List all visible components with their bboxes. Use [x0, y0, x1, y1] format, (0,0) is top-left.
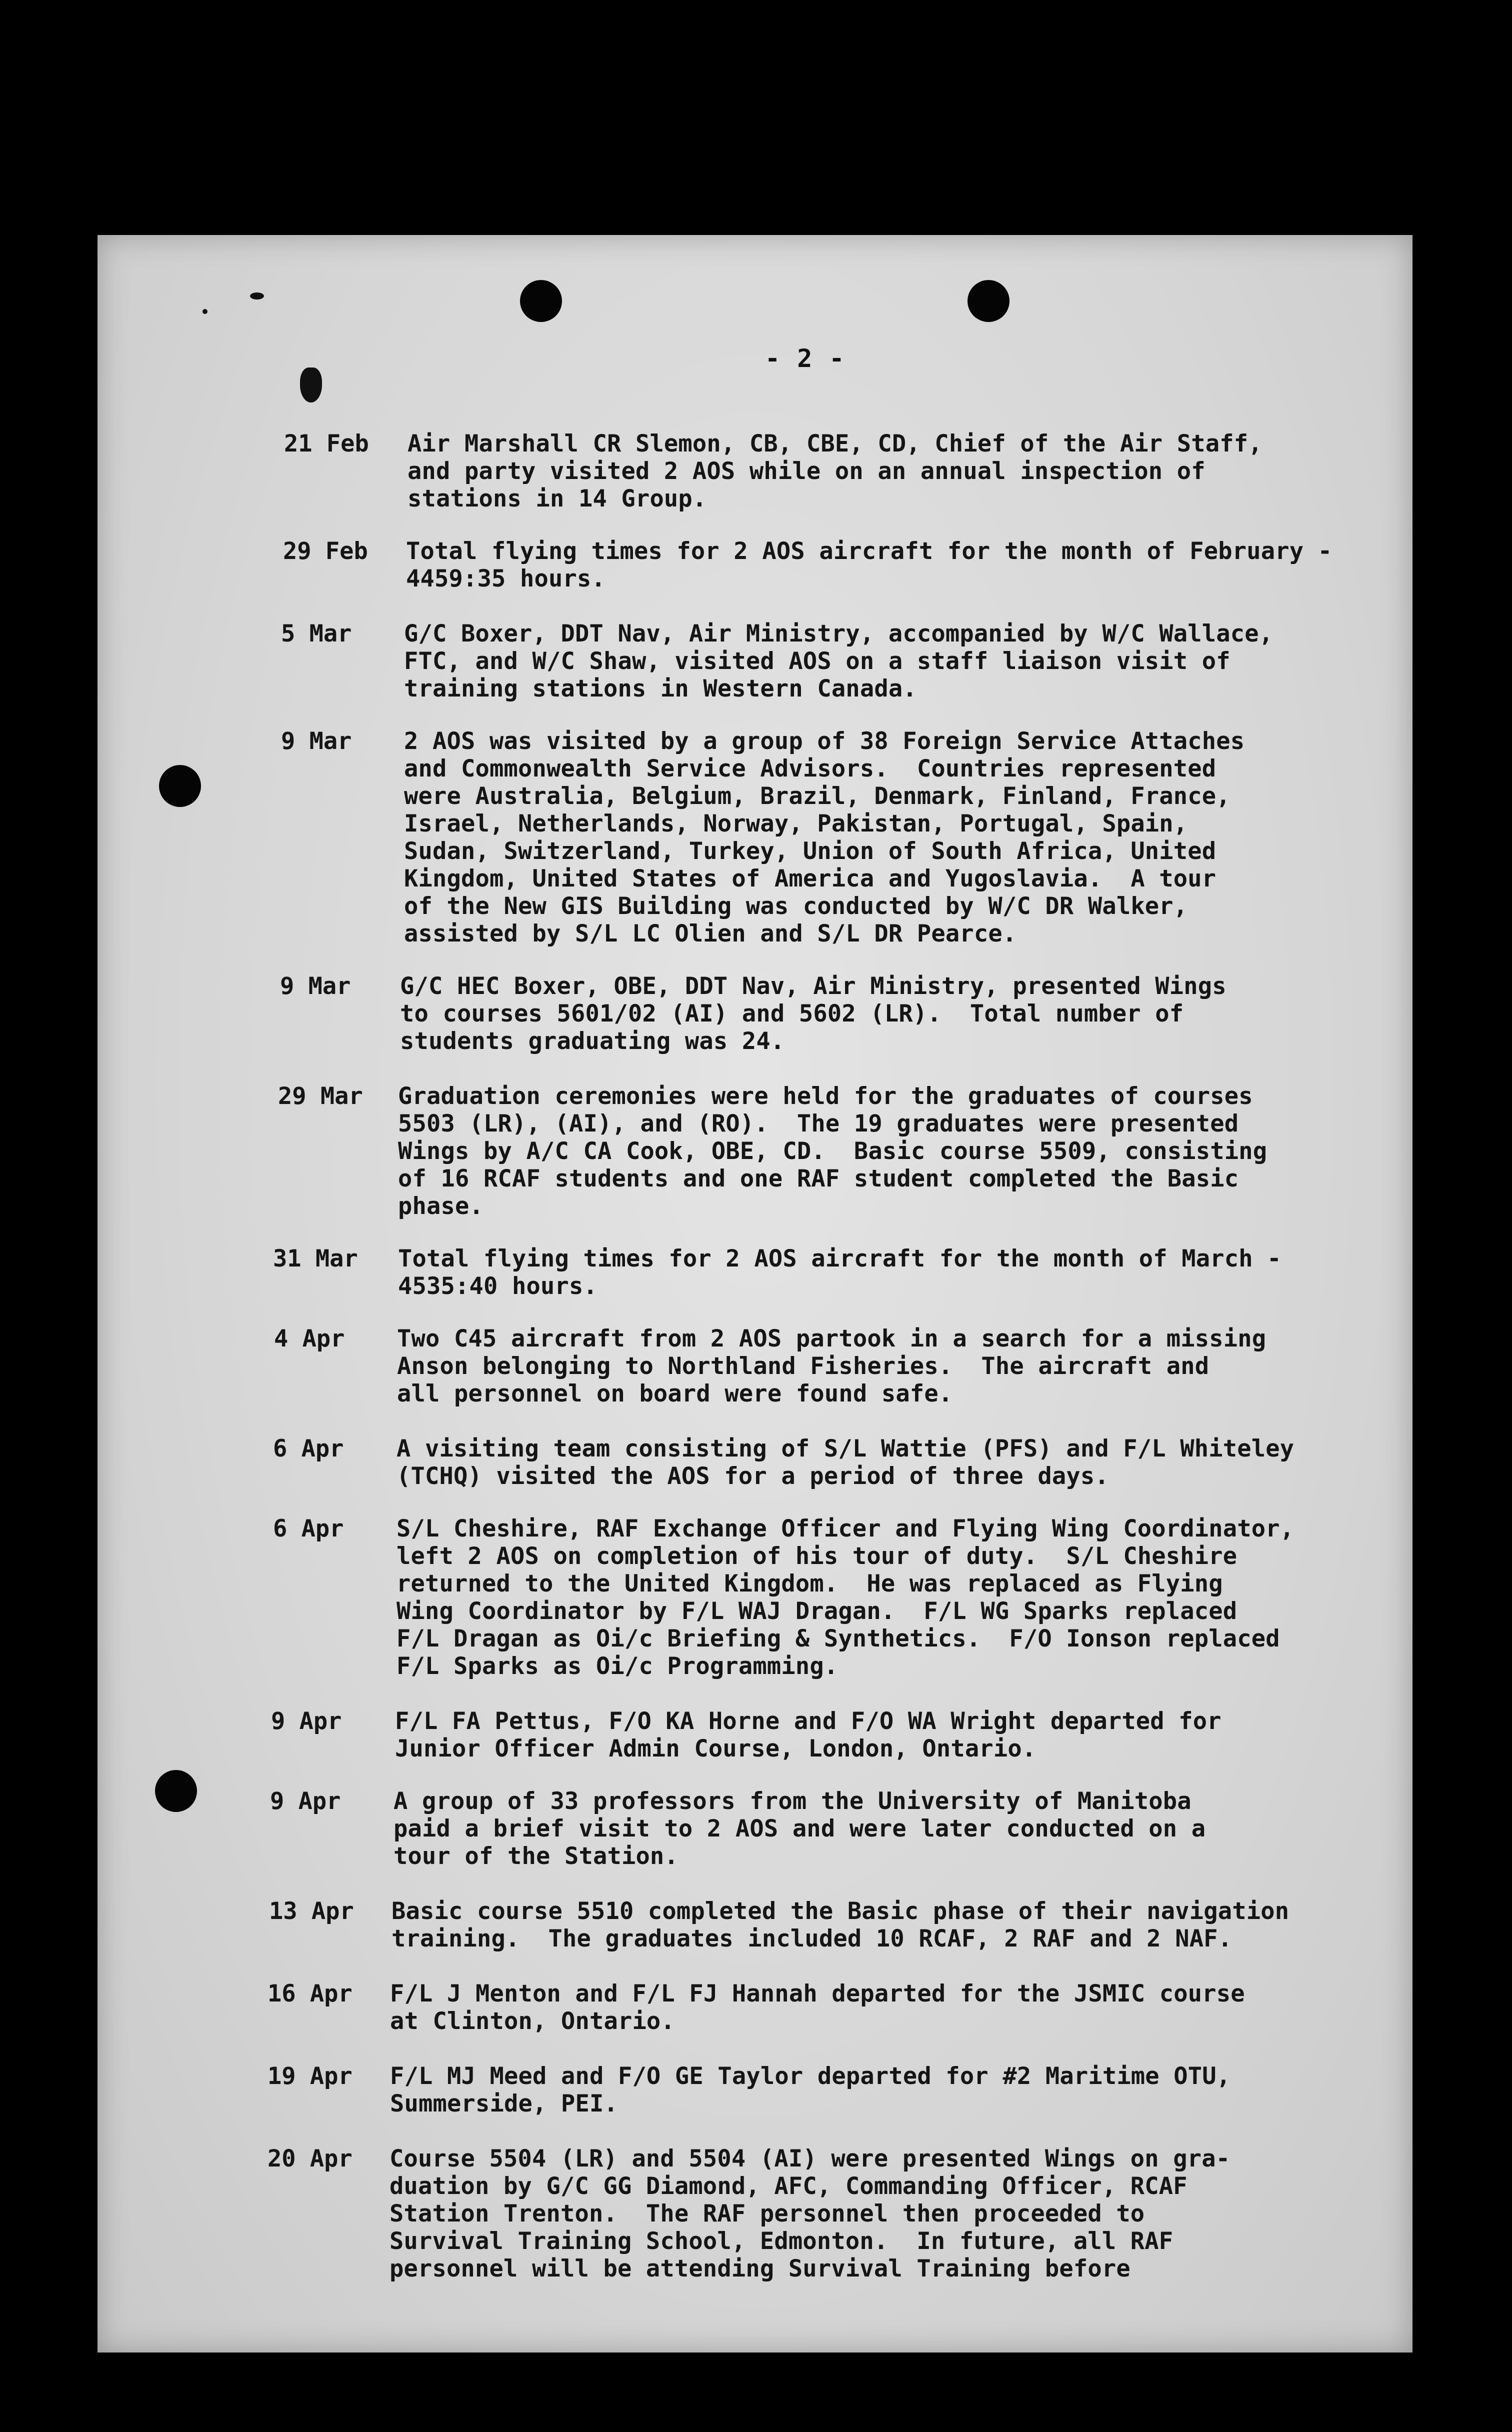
entry-text-line: F/L Dragan as Oi/c Briefing & Synthetics. F/O Ionson replaced [396, 1625, 1280, 1652]
entry-text-line: A group of 33 professors from the University of Manitoba [394, 1788, 1192, 1815]
entry-date: 19 Apr [268, 2062, 352, 2090]
entry-text-line: 2 AOS was visited by a group of 38 Foreign Service Attaches [404, 728, 1245, 755]
entry-text-line: S/L Cheshire, RAF Exchange Officer and Flying Wing Coordinator, [396, 1515, 1294, 1542]
entry-date: 9 Apr [270, 1788, 341, 1815]
entry-text-line: Junior Officer Admin Course, London, Ontario. [395, 1735, 1036, 1762]
entry-text-line: F/L MJ Meed and F/O GE Taylor departed for #2 Maritime OTU, [390, 2062, 1231, 2090]
entry-date: 20 Apr [268, 2145, 352, 2172]
entry-text-line: at Clinton, Ontario. [390, 2008, 675, 2035]
entry-text-line: to courses 5601/02 (AI) and 5602 (LR). Total number of [400, 1000, 1184, 1028]
entry-text-line: students graduating was 24. [400, 1028, 785, 1055]
entry-date: 31 Mar [273, 1245, 358, 1272]
entry-text-line: were Australia, Belgium, Brazil, Denmark, Finland, France, [404, 782, 1230, 810]
entry-text-line: and party visited 2 AOS while on an annual inspection of [408, 458, 1206, 485]
entry-text-line: personnel will be attending Survival Training before [390, 2255, 1130, 2282]
entry-date: 13 Apr [269, 1898, 354, 1925]
entry-text-line: Wing Coordinator by F/L WAJ Dragan. F/L WG Sparks replaced [396, 1598, 1238, 1625]
punch-hole-left-middle [159, 765, 201, 807]
entry-date: 9 Mar [281, 728, 352, 755]
entry-text-line: returned to the United Kingdom. He was replaced as Flying [396, 1570, 1223, 1598]
entry-date: 6 Apr [273, 1515, 344, 1542]
entry-text-line: Israel, Netherlands, Norway, Pakistan, Portugal, Spain, [404, 810, 1188, 838]
entry-text-line: and Commonwealth Service Advisors. Countries represented [404, 755, 1216, 782]
entry-text-line: Wings by A/C CA Cook, OBE, CD. Basic course 5509, consisting [398, 1138, 1268, 1165]
entry-text-line: G/C Boxer, DDT Nav, Air Ministry, accompanied by W/C Wallace, [404, 620, 1274, 648]
entry-text-line: F/L Sparks as Oi/c Programming. [396, 1652, 838, 1680]
entry-text-line: duation by G/C GG Diamond, AFC, Commanding Officer, RCAF [390, 2172, 1188, 2200]
entry-text-line: Sudan, Switzerland, Turkey, Union of South Africa, United [404, 838, 1216, 865]
entry-text-line: 4535:40 hours. [398, 1272, 598, 1300]
ink-mark [250, 292, 264, 300]
entry-date: 29 Feb [283, 538, 368, 565]
entry-text-line: Survival Training School, Edmonton. In future, all RAF [390, 2228, 1174, 2255]
entry-date: 4 Apr [274, 1325, 345, 1352]
entry-text-line: Anson belonging to Northland Fisheries. The aircraft and [397, 1352, 1210, 1380]
entry-text-line: Total flying times for 2 AOS aircraft for the month of February - [406, 538, 1332, 565]
entry-text-line: paid a brief visit to 2 AOS and were later conducted on a [394, 1815, 1206, 1842]
entry-date: 9 Apr [271, 1708, 342, 1735]
entry-text-line: Course 5504 (LR) and 5504 (AI) were presented Wings on gra- [390, 2145, 1230, 2172]
page-number: - 2 - [765, 344, 846, 373]
entry-text-line: stations in 14 Group. [408, 485, 707, 512]
entry-date: 6 Apr [273, 1435, 344, 1462]
punch-hole-top-left [520, 280, 562, 322]
entry-text-line: assisted by S/L LC Olien and S/L DR Pearce. [404, 920, 1017, 948]
entry-text-line: Kingdom, United States of America and Yugoslavia. A tour [404, 865, 1216, 892]
entry-text-line: F/L FA Pettus, F/O KA Horne and F/O WA Wright departed for [395, 1708, 1222, 1735]
entry-text-line: G/C HEC Boxer, OBE, DDT Nav, Air Ministry, presented Wings [400, 972, 1226, 1000]
entry-date: 5 Mar [281, 620, 352, 648]
entry-text-line: Basic course 5510 completed the Basic phase of their navigation [392, 1898, 1290, 1925]
entry-text-line: Summerside, PEI. [390, 2090, 618, 2118]
entry-text-line: 5503 (LR), (AI), and (RO). The 19 graduates were presented [398, 1110, 1239, 1138]
entry-text-line: Total flying times for 2 AOS aircraft for the month of March - [398, 1245, 1282, 1272]
entry-text-line: 4459:35 hours. [406, 565, 606, 592]
entry-text-line: training. The graduates included 10 RCAF, 2 RAF and 2 NAF. [392, 1925, 1232, 1952]
entry-date: 9 Mar [280, 972, 351, 1000]
ink-mark [202, 309, 208, 314]
entry-text-line: tour of the Station. [394, 1842, 678, 1870]
entry-text-line: Two C45 aircraft from 2 AOS partook in a search for a missing [397, 1325, 1266, 1352]
punch-hole-top-right [968, 280, 1010, 322]
entry-text-line: Air Marshall CR Slemon, CB, CBE, CD, Chief of the Air Staff, [408, 430, 1262, 458]
entry-text-line: A visiting team consisting of S/L Wattie (PFS) and F/L Whiteley [396, 1435, 1294, 1462]
entry-date: 21 Feb [284, 430, 369, 458]
entry-text-line: of the New GIS Building was conducted by W/C DR Walker, [404, 892, 1188, 920]
entry-date: 16 Apr [268, 1980, 352, 2008]
entry-text-line: of 16 RCAF students and one RAF student completed the Basic [398, 1165, 1239, 1192]
entry-text-line: all personnel on board were found safe. [397, 1380, 953, 1408]
entry-text-line: Graduation ceremonies were held for the graduates of courses [398, 1082, 1253, 1110]
entry-text-line: training stations in Western Canada. [404, 675, 917, 702]
entry-text-line: phase. [398, 1192, 484, 1220]
entry-text-line: (TCHQ) visited the AOS for a period of three days. [396, 1462, 1109, 1490]
entry-text-line: left 2 AOS on completion of his tour of duty. S/L Cheshire [396, 1542, 1238, 1570]
entry-text-line: FTC, and W/C Shaw, visited AOS on a staff liaison visit of [404, 648, 1230, 675]
entry-date: 29 Mar [278, 1082, 363, 1110]
ink-mark [300, 368, 322, 402]
entry-text-line: F/L J Menton and F/L FJ Hannah departed for the JSMIC course [390, 1980, 1245, 2008]
entry-text-line: Station Trenton. The RAF personnel then proceeded to [390, 2200, 1145, 2228]
punch-hole-left-lower [155, 1770, 197, 1812]
